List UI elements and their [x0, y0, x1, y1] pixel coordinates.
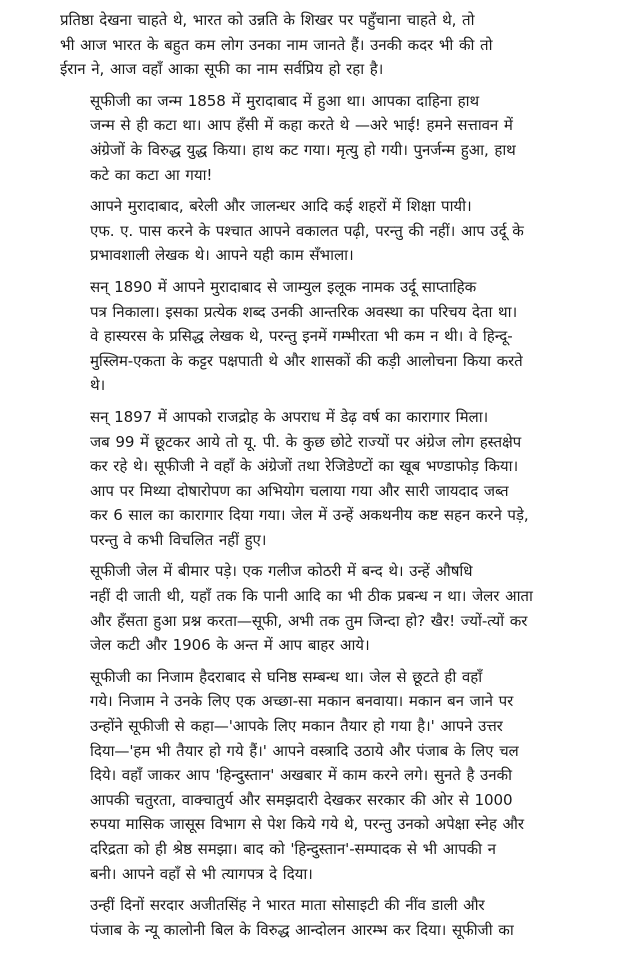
- text-line: पत्र निकाला। इसका प्रत्येक शब्द उनकी आन्तरिक अवस्था का परिचय देता था।: [90, 302, 518, 321]
- text-line: बनी। आपने वहाँ से भी त्यागपत्र दे दिया।: [90, 864, 313, 883]
- paragraph: [60, 665, 621, 886]
- text-line: कर रहे थे। सूफीजी ने वहाँ के अंग्रेजों तथा रेजिडेण्टों का खूब भण्डाफोड़ किया।: [90, 457, 519, 476]
- text-line: सन् 1897 में आपको राजद्रोह के अपराध में डेढ़ वर्ष का कारागार मिला।: [90, 407, 489, 426]
- document-body: [60, 8, 621, 942]
- text-line: और हँसता हुआ प्रश्न करता—सूफी, अभी तक तुम जिन्दा हो? खैर! ज्यों-त्यों कर: [90, 611, 528, 630]
- paragraph: [60, 275, 621, 398]
- text-line: दरिद्रता को ही श्रेष्ठ समझा। बाद को 'हिन्दुस्तान'-सम्पादक से भी आपकी न: [90, 840, 496, 858]
- text-line: आपने मुरादाबाद, बरेली और जालन्धर आदि कई शहरों में शिक्षा पायी।: [90, 197, 472, 216]
- text-line: अंग्रेजों के विरुद्ध युद्ध किया। हाथ कट गया। मृत्यु हो गयी। पुनर्जन्म हुआ, हाथ: [90, 140, 516, 159]
- text-line: आपकी चतुरता, वाक्चातुर्य और समझदारी देखकर सरकार की ओर से 1000: [90, 790, 513, 809]
- text-line: भी आज भारत के बहुत कम लोग उनका नाम जानते हैं। उनकी कदर भी की तो: [60, 35, 493, 54]
- text-line: सन् 1890 में आपने मुरादाबाद से जाम्युल इलूक नामक उर्दू साप्ताहिक: [90, 277, 477, 296]
- text-line: जेल कटी और 1906 के अन्त में आप बाहर आये।: [90, 636, 370, 655]
- text-line: मुस्लिम-एकता के कट्टर पक्षपाती थे और शासकों की कड़ी आलोचना किया करते: [90, 351, 523, 370]
- paragraph: [60, 893, 621, 942]
- text-line: नहीं दी जाती थी, यहाँ तक कि पानी आदि का भी ठीक प्रबन्ध न था। जेलर आता: [90, 587, 533, 606]
- text-line: सूफीजी का जन्म 1858 में मुरादाबाद में हुआ था। आपका दाहिना हाथ: [90, 91, 480, 110]
- text-line: थे।: [90, 376, 106, 395]
- text-line: उन्हीं दिनों सरदार अजीतसिंह ने भारत माता सोसाइटी की नींव डाली और: [90, 896, 485, 915]
- text-line: जन्म से ही कटा था। आप हँसी में कहा करते थे —अरे भाई! हमने सत्तावन में: [90, 116, 513, 135]
- text-line: एफ. ए. पास करने के पश्चात आपने वकालत पढ़ी, परन्तु की नहीं। आप उर्दू के: [90, 221, 524, 240]
- text-line: प्रतिष्ठा देखना चाहते थे, भारत को उन्नति के शिखर पर पहुँचाना चाहते थे, तो: [60, 11, 475, 29]
- text-line: जब 99 में छूटकर आये तो यू. पी. के कुछ छोटे राज्यों पर अंग्रेज लोग हस्तक्षेप: [90, 432, 522, 451]
- text-line: प्रभावशाली लेखक थे। आपने यही काम सँभाला।: [90, 246, 354, 265]
- text-line: उन्होंने सूफीजी से कहा—'आपके लिए मकान तैयार हो गया है।' आपने उत्तर: [90, 717, 503, 736]
- paragraph: [60, 405, 621, 553]
- text-line: आप पर मिथ्या दोषारोपण का अभियोग चलाया गया और सारी जायदाद जब्त: [90, 481, 509, 500]
- text-line: कर 6 साल का कारागार दिया गया। जेल में उन्हें अकथनीय कष्ट सहन करने पड़े,: [90, 506, 529, 525]
- text-line: वे हास्यरस के प्रसिद्ध लेखक थे, परन्तु इनमें गम्भीरता भी कम न थी। वे हिन्दू-: [90, 327, 513, 346]
- paragraph: [60, 559, 621, 657]
- paragraph: [60, 8, 621, 82]
- text-line: रुपया मासिक जासूस विभाग से पेश किये गये थे, परन्तु उनको अपेक्षा स्नेह और: [90, 815, 524, 834]
- text-line: दिये। वहाँ जाकर आप 'हिन्दुस्तान' अखबार में काम करने लगे। सुनते है उनकी: [90, 766, 512, 785]
- text-line: सूफीजी जेल में बीमार पड़े। एक गलीज कोठरी में बन्द थे। उन्हें औषधि: [90, 562, 473, 581]
- text-line: कटे का कटा आ गया!: [90, 165, 213, 184]
- text-line: गये। निजाम ने उनके लिए एक अच्छा-सा मकान बनवाया। मकान बन जाने पर: [90, 692, 514, 711]
- text-line: ईरान ने, आज वहाँ आका सूफी का नाम सर्वप्रिय हो रहा है।: [60, 60, 384, 79]
- text-line: दिया—'हम भी तैयार हो गये हैं।' आपने वस्त्रादि उठाये और पंजाब के लिए चल: [90, 741, 519, 760]
- text-line: पंजाब के न्यू कालोनी बिल के विरुद्ध आन्दोलन आरम्भ कर दिया। सूफीजी का: [90, 920, 514, 939]
- text-line: सूफीजी का निजाम हैदराबाद से घनिष्ठ सम्बन्ध था। जेल से छूटते ही वहाँ: [90, 667, 483, 686]
- paragraph: [60, 89, 621, 187]
- text-line: परन्तु वे कभी विचलित नहीं हुए।: [90, 530, 267, 549]
- paragraph: [60, 194, 621, 268]
